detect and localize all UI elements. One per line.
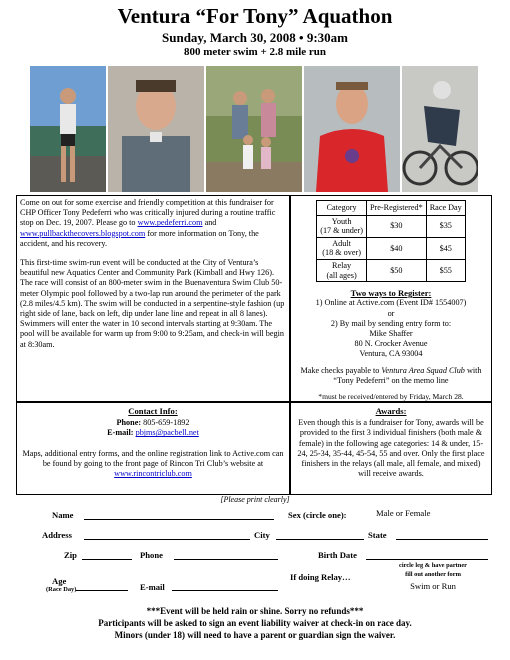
city-label: City (254, 530, 270, 540)
sex-label: Sex (circle one): (288, 510, 347, 520)
photo-runner (30, 66, 106, 192)
pedeferri-link[interactable]: www.pedeferri.com (137, 218, 203, 228)
photo-tony-portrait (304, 66, 400, 192)
maps-note: Maps, additional entry forms, and the online registration link to Active.com can be found by going to the front page of Rincon Tri Club’s website at www.rincontriclub.com (22, 448, 284, 479)
name-field[interactable] (84, 519, 274, 520)
awards-heading: Awards: (375, 406, 407, 416)
footer-rain-note: ***Event will be held rain or shine. Sorry no refunds*** (146, 606, 364, 616)
name-label: Name (52, 510, 74, 520)
photo-cyclist (402, 66, 478, 192)
awards-section (290, 402, 492, 495)
intro-paragraph-2: This first-time swim-run event will be conducted at the City of Ventura’s beautiful new Aquatics Center and Community Park (Kimball and Hwy 126). The race will consist of an 800-meter swim in the Buenaventura Swim Club 50-meter Olympic pool followed by a two-lap run around the perimeter of the park (2.8 miles/4.5 km). The swim will be conducted in a serpentine-style fashion (up right side of lane, back on left, dip under lane line and repeat in all 8 lanes). Swimmers will enter the water in 10 second intervals starting at 9:30am. The pool will be available for warm up from 9:00 to 9:25am, and check-in will begin at 8:30am. (20, 258, 285, 349)
age-field[interactable] (76, 590, 128, 591)
registration-info: Two ways to Register: 1) Online at Active.com (Event ID# 1554007) or 2) By mail by sending entry form to: Mike Shaffer 80 N. Crocker Avenue Ventura, CA 93004 Make checks payable to Ventura Area Squad Club with “Tony Pedeferri” on the memo line *must be received/entered by Friday, March 28. (295, 288, 487, 402)
phone-field[interactable] (174, 559, 278, 560)
relay-note-1: circle leg & have partner (398, 562, 468, 569)
relay-note-2: fill out another form (405, 571, 461, 578)
pricing-table (316, 200, 466, 282)
photo-family (206, 66, 302, 192)
table-row: Adult (18 & over) $40 $45 (317, 237, 466, 259)
blog-link[interactable]: www.pullbackthecovers.blogspot.com (20, 228, 146, 238)
registration-heading: Two ways to Register: (350, 288, 432, 299)
relay-options[interactable]: Swim or Run (410, 581, 456, 591)
photo-tony-hospital (108, 66, 204, 192)
zip-field[interactable] (82, 559, 132, 560)
pricing-registration-section (290, 195, 492, 402)
awards-text: Even though this is a fundraiser for Tony, awards will be provided to the first 3 individual finishers (both male & female) in the following age categories: 14 & under, 15-24, 25-34, 35-44, 45-54, 55 and over. Only the first place finishers in the relays (all male, all female, and mixed) will receive awards. (297, 418, 485, 479)
footer-minors-note: Minors (under 18) will need to have a parent or guardian sign the waiver. (114, 630, 396, 640)
intro-paragraph-1: Come on out for some exercise and friendly competition at this fundraiser for CHP Officer Tony Pedeferri who was critically injured during a routine traffic stop on Dec. 19, 2007. Please go to www.pedeferri.com and www.pullbackthecovers.blogspot.com for more information on Tony, the accident, and his recovery. (20, 198, 276, 248)
deadline-note: *must be received/entered by Friday, March 28. (318, 391, 464, 401)
contact-email-link[interactable]: pbjms@pacbell.net (135, 428, 199, 438)
phone-label: Phone (140, 550, 163, 560)
contact-section: Contact Info: Phone: 805-659-1892 E-mail: pbjms@pacbell.net Maps, additional entry forms, and the online registration link to Active.com can be found by going to the front page of Rincon Tri Club’s website at www.rincontriclub.com (16, 402, 290, 495)
checks-note: Make checks payable to Ventura Area Squad Club with “Tony Pedeferri” on the memo line (300, 365, 482, 385)
age-label: Age (52, 576, 67, 586)
birth-date-field[interactable] (366, 559, 488, 560)
email-label: E-mail (140, 582, 165, 592)
sex-options[interactable]: Male or Female (376, 508, 431, 518)
email-field[interactable] (172, 590, 278, 591)
city-field[interactable] (276, 539, 364, 540)
address-field[interactable] (84, 539, 250, 540)
relay-label: If doing Relay… (290, 572, 351, 582)
state-label: State (368, 530, 387, 540)
pricing-header-row: Category Pre-Registered* Race Day (317, 201, 466, 216)
zip-label: Zip (64, 550, 77, 560)
contact-phone: 805-659-1892 (143, 418, 190, 428)
intro-section (16, 195, 290, 402)
table-row: Relay (all ages) $50 $55 (317, 259, 466, 281)
event-subtitle: 800 meter swim + 2.8 mile run (183, 46, 326, 58)
address-label: Address (42, 530, 72, 540)
state-field[interactable] (396, 539, 488, 540)
table-row: Youth (17 & under) $30 $35 (317, 215, 466, 237)
rincon-website-link[interactable]: www.rincontriclub.com (114, 469, 192, 479)
event-title: Ventura “For Tony” Aquathon (117, 4, 393, 28)
age-sublabel: (Race Day) (46, 586, 77, 593)
print-note: [Please print clearly] (220, 495, 290, 504)
event-date: Sunday, March 30, 2008 • 9:30am (162, 30, 348, 45)
footer-waiver-note: Participants will be asked to sign an event liability waiver at check-in on race day. (98, 618, 412, 628)
birth-date-label: Birth Date (318, 550, 357, 560)
contact-heading: Contact Info: (128, 406, 178, 416)
